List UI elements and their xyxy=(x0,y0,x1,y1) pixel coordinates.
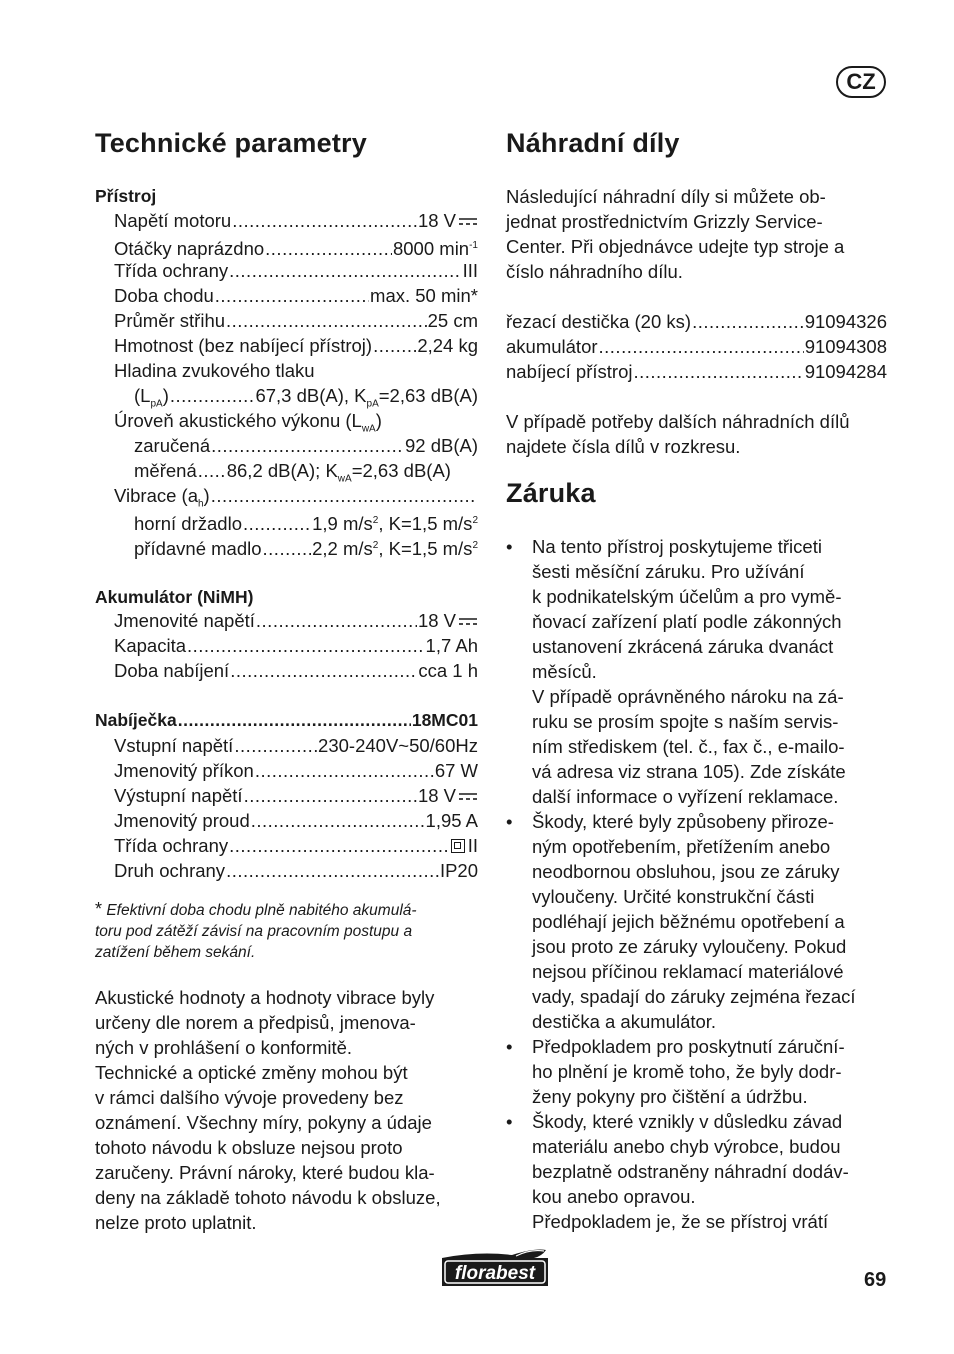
spec-row: Třída ochrany ..... III xyxy=(114,258,478,283)
spec-row: Průměr střihu ..... 25 cm xyxy=(114,308,478,333)
spec-row: zaručená ..... 92 dB(A) xyxy=(134,433,478,458)
warranty-title: Záruka xyxy=(506,478,596,508)
part-row: akumulátor ..... 91094308 xyxy=(506,334,887,359)
spec-row: Hmotnost (bez nabíjecí přístroj) ..... 2,24 kg xyxy=(114,333,478,358)
spec-row: Výstupní napětí ..... 18 V xyxy=(114,783,478,808)
florabest-logo xyxy=(438,1246,552,1295)
spec-row: Jmenovitý příkon ..... 67 W xyxy=(114,758,478,783)
spec-row: Jmenovité napětí ..... 18 V xyxy=(114,608,478,633)
footnote: * Efektivní doba chodu plně nabitého akumulá- toru pod zátěží závisí na pracovním postupu a zatížení během sekání. xyxy=(95,899,417,961)
dc-symbol-icon xyxy=(458,217,478,227)
spare-parts-title: Náhradní díly xyxy=(506,128,680,158)
svg-text:florabest: florabest xyxy=(454,1263,536,1284)
spec-row: měřená ..... 86,2 dB(A); $K_{wA}=2,63$ dB(A) xyxy=(134,458,478,483)
spec-row: Jmenovitý proud ..... 1,95 A xyxy=(114,808,478,833)
part-row: řezací destička (20 ks) ..... 91094326 xyxy=(506,309,887,334)
page-number: 69 xyxy=(864,1269,887,1291)
spec-row: Vibrace $(a_h)$ ..... xyxy=(114,483,478,508)
warranty-bullet: • Škody, které vznikly v důsledku závad materiálu anebo chyb výrobce, budou bezplatně odstraněny náhradní dodáv- kou anebo opravou. Předpokladem je, že se přístroj vrátí xyxy=(506,1111,849,1232)
spec-row: Otáčky naprázdno ..... 8000 $\min^{-1}$ xyxy=(114,233,478,258)
spec-row: $(L_{pA})$ ..... 67,3 dB(A), $K_{pA}=2,63$ dB(A) xyxy=(134,383,478,408)
sound-pressure-label: Hladina zvukového tlaku xyxy=(114,360,315,381)
spec-row: horní držadlo ..... 1,9 $m/s^2$, K=1,5 $m/s^2$ xyxy=(134,508,478,533)
spec-row: Vstupní napětí ..... 230-240V~50/60Hz xyxy=(114,733,478,758)
spare-parts-intro: Následující náhradní díly si můžete ob- jednat prostřednictvím Grizzly Service- Center. Při objednávce udejte typ stroje a číslo náhradního dílu. xyxy=(506,186,845,282)
warranty-bullet: • Předpokladem pro poskytnutí záruční- ho plnění je kromě toho, že byly dodr- ženy pokyny pro čištění a údržbu. xyxy=(506,1036,845,1107)
dc-symbol-icon xyxy=(458,792,478,802)
sound-power-label: Úroveň akustického výkonu $(L_{wA})$ xyxy=(114,410,382,435)
spec-row: Třída ochrany ..... II xyxy=(114,833,478,858)
language-badge: CZ xyxy=(836,66,886,98)
spec-row: přídavné madlo ..... 2,2 $m/s^2$, K=1,5 $m/s^2$ xyxy=(134,533,478,558)
battery-heading: Akumulátor (NiMH) xyxy=(95,587,254,607)
spec-row: Doba nabíjení ..... cca 1 h xyxy=(114,658,478,683)
spare-parts-outro: V případě potřeby dalších náhradních dílů najdete čísla dílů v rozkresu. xyxy=(506,411,850,457)
dc-symbol-icon xyxy=(458,617,478,627)
disclaimer-paragraph: Akustické hodnoty a hodnoty vibrace byly určeny dle norem a předpisů, jmenova- ných v prohlášení o konformitě. Technické a optické změny mohou být v rámci dalšího vývoje provedeny bez oznámení. Všechny míry, pokyny a údaje tohoto návodu k obsluze nejsou proto zaručeny. Právní nároky, které budou kla- deny na základě tohoto návodu k obsluze, nelze proto uplatnit. xyxy=(95,987,441,1233)
spec-row: Kapacita ..... 1,7 Ah xyxy=(114,633,478,658)
double-insulation-icon xyxy=(451,839,465,853)
device-heading: Přístroj xyxy=(95,186,157,206)
warranty-bullet: • Na tento přístroj poskytujeme třiceti šesti měsíční záruku. Pro užívání k podnikatelským účelům a pro vymě- ňovací zařízení platí podle zákonných ustanovení zkrácená záruka dvanáct měsíců. V případě oprávněného nároku na zá- ruku se prosím spojte s naším servis- ním střediskem (tel. č., fax č., e-mailo- vá adresa viz strana 105). Zde získáte další informace o vyřízení reklamace. xyxy=(506,536,846,807)
spec-row: Druh ochrany ..... IP20 xyxy=(114,858,478,883)
charger-heading: Nabíječka ..... 18MC01 xyxy=(95,708,478,733)
tech-params-title: Technické parametry xyxy=(95,128,367,158)
warranty-bullet: • Škody, které byly způsobeny přiroze- ným opotřebením, přetížením anebo neodbornou obsluhou, jsou ze záruky vyloučeny. Určité konstrukční části podléhají jejich běžnému opotřebení a jsou proto ze záruky vyloučeny. Pokud nejsou příčinou reklamací materiálové vady, spadají do záruky zejména řezací destička a akumulátor. xyxy=(506,811,856,1032)
spec-row: Doba chodu ..... max. 50 min* xyxy=(114,283,478,308)
spec-row: Napětí motoru ..... 18 V xyxy=(114,208,478,233)
part-row: nabíjecí přístroj ..... 91094284 xyxy=(506,359,887,384)
